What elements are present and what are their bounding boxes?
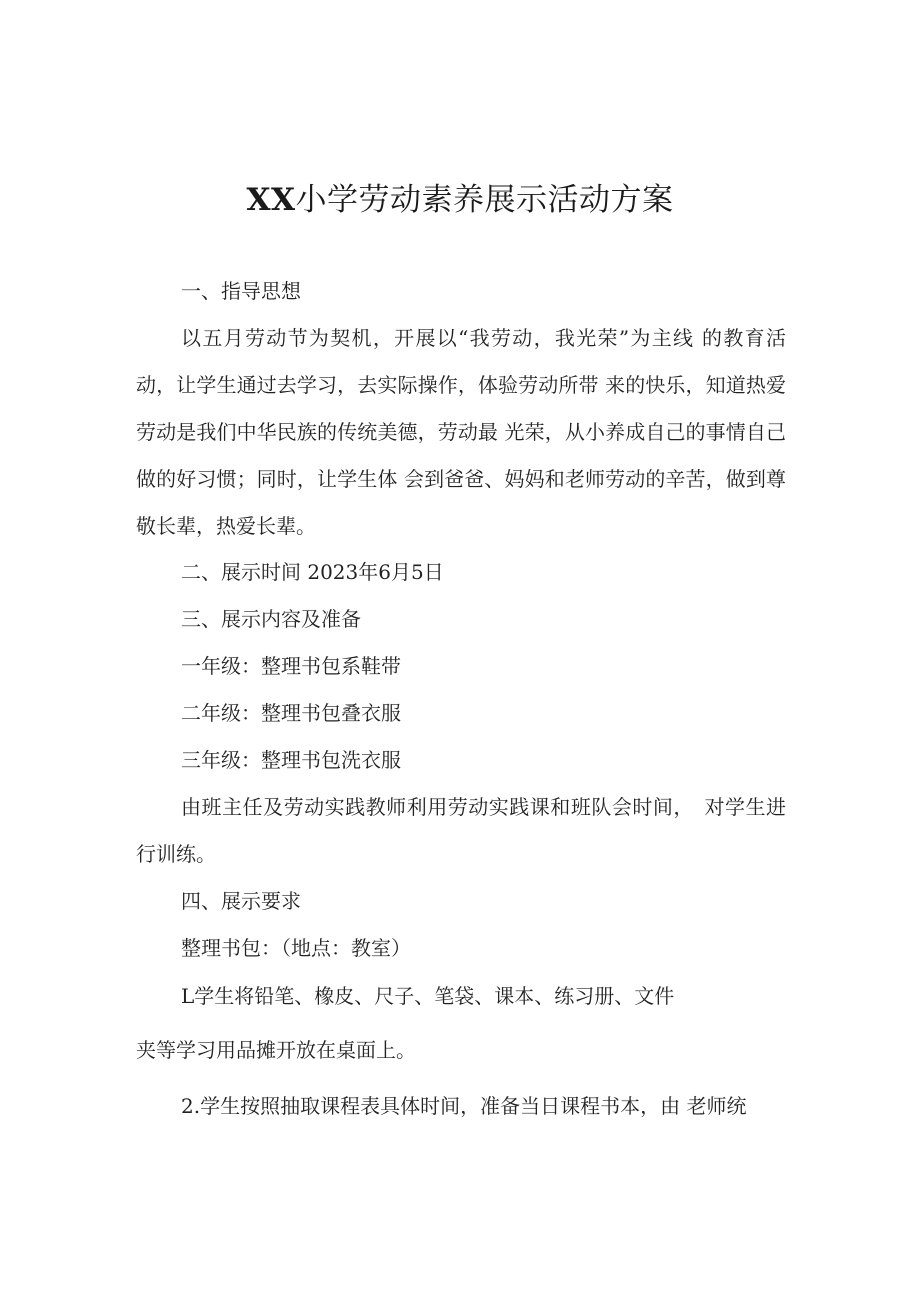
- title-text: 小学劳动素养展示活动方案: [295, 182, 674, 218]
- document-title: [0, 176, 920, 224]
- section-heading-display-time: 二、展示时间 2023年6月5日: [181, 560, 444, 584]
- section-heading-guiding-thought: 一、指导思想: [181, 279, 301, 303]
- requirement-item-1-line-2: 夹等学习用品摊开放在桌面上。: [136, 1038, 416, 1062]
- title-prefix: XX: [246, 182, 296, 218]
- requirement-item-1-line-1: L学生将铅笔、橡皮、尺子、笔袋、课本、练习册、文件: [181, 984, 675, 1008]
- grade-three-task: 三年级：整理书包洗衣服: [181, 748, 401, 772]
- requirement-item-2-line-1: 2.学生按照抽取课程表具体时间，准备当日课程书本，由 老师统: [181, 1094, 747, 1118]
- section-heading-display-content: 三、展示内容及准备: [181, 607, 361, 631]
- guiding-thought-paragraph: 以五月劳动节为契机，开展以“我劳动，我光荣”为主线 的教育活动，让学生通过去学习，去实际操作，体验劳动所带 来的快乐，知道热爱劳动是我们中华民族的传统美德，劳动最 光荣，从小养成自己的事情自己做的好习惯；同时，让学生体 会到爸爸、妈妈和老师劳动的辛苦，做到尊敬长辈，热爱长辈。: [136, 326, 786, 538]
- training-paragraph: 由班主任及劳动实践教师利用劳动实践课和班队会时间， 对学生进行训练。: [136, 795, 786, 866]
- grade-one-task: 一年级：整理书包系鞋带: [181, 654, 401, 678]
- grade-two-task: 二年级：整理书包叠衣服: [181, 701, 401, 725]
- requirement-organize-bag: 整理书包：（地点：教室）: [181, 936, 411, 960]
- section-heading-requirements: 四、展示要求: [181, 889, 301, 913]
